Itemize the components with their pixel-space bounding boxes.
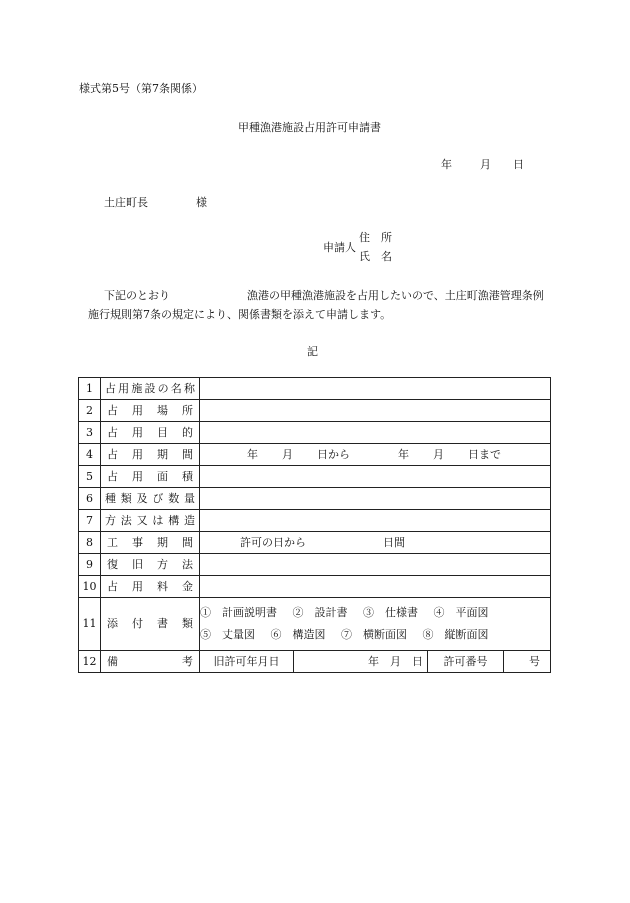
row-label: 備 考 (101, 651, 200, 673)
table-row (79, 422, 551, 444)
row-number: 6 (79, 488, 101, 510)
attachment-item[interactable]: ⑧ 縦断面図 (422, 628, 489, 641)
attachment-item[interactable]: ③ 仕様書 (363, 606, 418, 619)
row-number: 10 (79, 576, 101, 598)
attachment-item[interactable]: ⑤ 丈量図 (200, 628, 255, 641)
attachment-item[interactable]: ② 設計書 (292, 606, 348, 619)
application-table (78, 377, 551, 673)
old-permit-date-field[interactable]: 年 月 日 (294, 651, 428, 673)
row-label: 占 用 目 的 (101, 422, 200, 444)
table-row (79, 532, 551, 554)
row-number: 12 (79, 651, 101, 673)
addressee-honorific: 様 (196, 196, 207, 209)
attachment-item[interactable]: ⑦ 横断面図 (341, 628, 407, 641)
location-field[interactable] (200, 400, 551, 422)
table-row (79, 598, 551, 651)
table-row (79, 400, 551, 422)
applicant-name-label: 氏 名 (359, 250, 392, 263)
row-label: 占 用 面 積 (101, 466, 200, 488)
attachment-item[interactable]: ⑥ 構造図 (270, 628, 326, 641)
occupancy-fee-field[interactable] (200, 576, 551, 598)
attachments-line-2 (200, 624, 550, 646)
row-label: 占 用 施 設 の 名 称 (101, 378, 200, 400)
row-number: 2 (79, 400, 101, 422)
row-label: 占 用 期 間 (101, 444, 200, 466)
facility-name-field[interactable] (200, 378, 551, 400)
row-label: 工 事 期 間 (101, 532, 200, 554)
row-label: 種 類 及 び 数 量 (101, 488, 200, 510)
row-number: 1 (79, 378, 101, 400)
row-number: 7 (79, 510, 101, 532)
table-row (79, 378, 551, 400)
attachments-line-1 (200, 602, 550, 624)
applicant-address-label: 住 所 (359, 231, 392, 244)
row-label: 復 旧 方 法 (101, 554, 200, 576)
page-title: 甲種漁港施設占用許可申請書 (238, 121, 381, 134)
permit-number-field[interactable]: 号 (504, 651, 551, 673)
old-permit-date-label: 旧許可年月日 (200, 651, 294, 673)
body-text-line-1: 下記のとおり 漁港の甲種漁港施設を占用したいので、土庄町漁港管理条例 (104, 289, 544, 302)
date-month-label: 月 (480, 158, 491, 171)
occupancy-period-field[interactable]: 年 月 日から 年 月 日まで (200, 444, 551, 466)
applicant-label: 申請人 (323, 241, 356, 254)
area-field[interactable] (200, 466, 551, 488)
attachments-list (200, 598, 551, 651)
table-row (79, 651, 551, 673)
permit-number-label: 許可番号 (428, 651, 504, 673)
row-number: 9 (79, 554, 101, 576)
row-number: 4 (79, 444, 101, 466)
table-row (79, 510, 551, 532)
row-label: 占 用 場 所 (101, 400, 200, 422)
date-year-label: 年 (441, 158, 452, 171)
table-row (79, 576, 551, 598)
ki-heading: 記 (307, 345, 318, 358)
purpose-field[interactable] (200, 422, 551, 444)
table-row (79, 488, 551, 510)
method-structure-field[interactable] (200, 510, 551, 532)
row-number: 11 (79, 598, 101, 651)
date-day-label: 日 (513, 158, 524, 171)
table-row (79, 444, 551, 466)
row-number: 3 (79, 422, 101, 444)
table-row (79, 554, 551, 576)
body-text-line-2: 施行規則第7条の規定により、関係書類を添えて申請します。 (88, 308, 392, 321)
construction-period-field[interactable]: 許可の日から 日間 (200, 532, 551, 554)
table-row (79, 466, 551, 488)
row-label: 添 付 書 類 (101, 598, 200, 651)
addressee-name: 土庄町長 (104, 196, 148, 209)
row-label: 方 法 又 は 構 造 (101, 510, 200, 532)
form-number: 様式第5号（第7条関係） (79, 82, 203, 95)
row-number: 5 (79, 466, 101, 488)
type-quantity-field[interactable] (200, 488, 551, 510)
restoration-method-field[interactable] (200, 554, 551, 576)
attachment-item[interactable]: ④ 平面図 (433, 606, 489, 619)
row-label: 占 用 料 金 (101, 576, 200, 598)
row-number: 8 (79, 532, 101, 554)
attachment-item[interactable]: ① 計画説明書 (200, 606, 277, 619)
